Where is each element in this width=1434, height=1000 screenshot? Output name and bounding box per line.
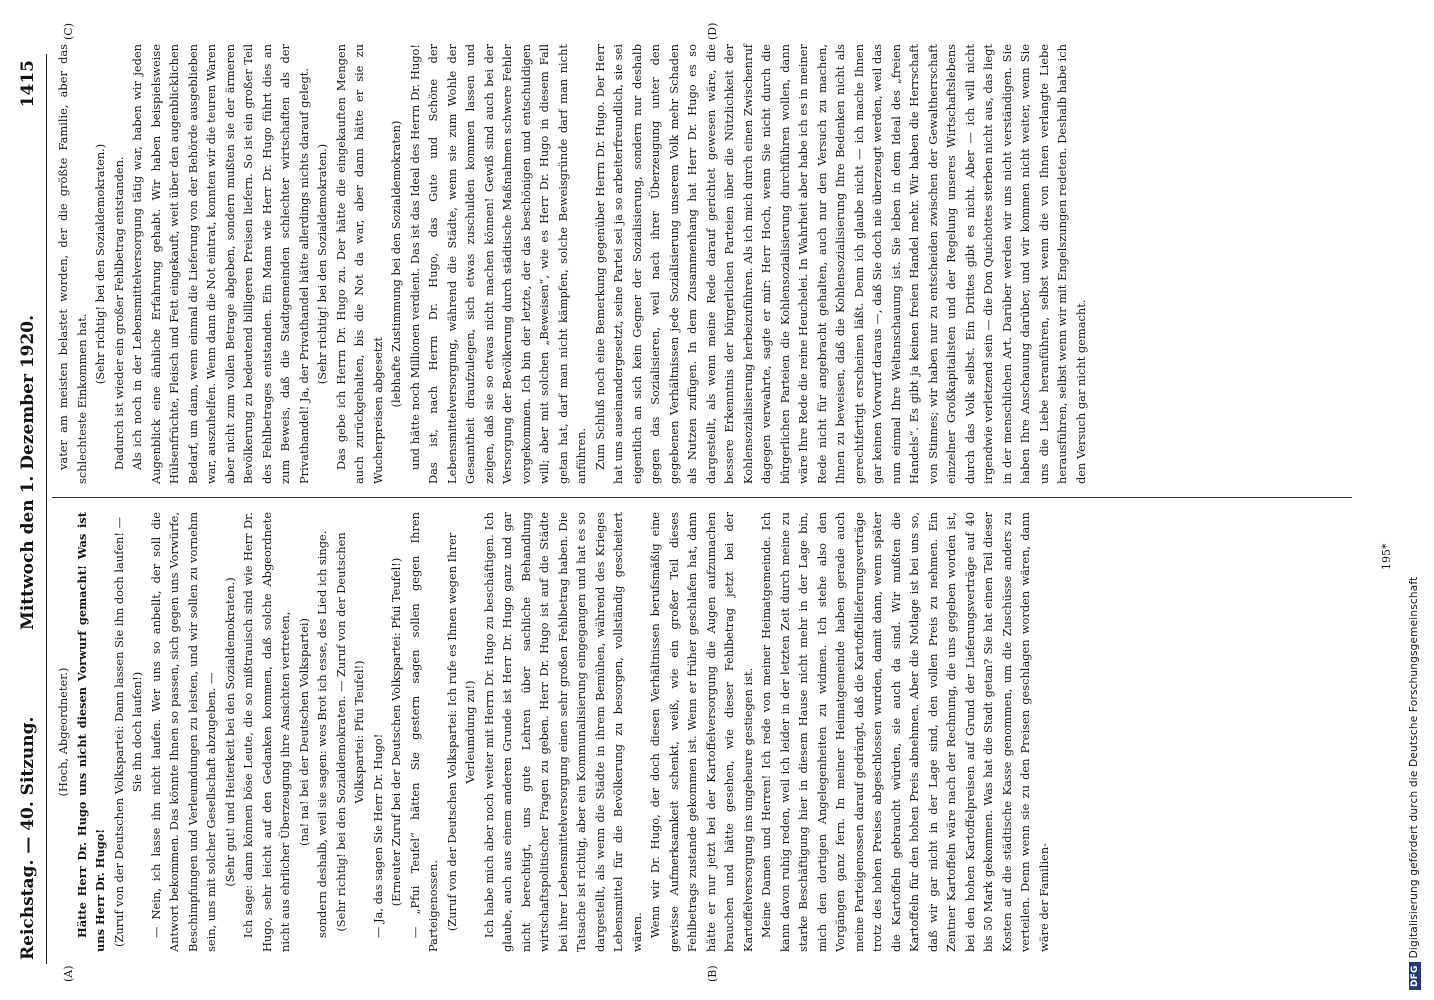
paragraph: vater am meisten belastet worden, der die größte Familie, aber das schlechteste Einkommen hat. xyxy=(56,44,89,484)
margin-mark-d: (D) xyxy=(706,22,719,40)
interjection: (Zuruf von der Deutschen Volkspartei: Dann lassen Sie ihn doch laufen! — Sie ihn doch laufen!) xyxy=(111,517,144,948)
interjection: (Sehr richtig! bei den Sozialdemokraten.) xyxy=(93,143,107,385)
digitization-note: Digitalisierung gefördert durch die Deutsche Forschungsgemeinschaft xyxy=(1408,576,1420,959)
paragraph: sondern deshalb, weil sie sagen: wes Brot ich esse, des Lied ich singe. xyxy=(315,530,329,938)
speaker-line: (Hoch, Abgeordneter.) xyxy=(56,667,70,797)
paragraph: — Ja, das sagen Sie Herr Dr. Hugo! xyxy=(370,733,385,938)
interjection: (Sehr richtig! bei den Sozialdemokraten.) xyxy=(315,143,329,385)
paragraph: und hätte noch Millionen verdient. Das ist das Ideal des Herrn Dr. Hugo! Das ist, nach Herrn Dr. Hugo, das Gute und Schöne der Lebensmittelversorgung, während die Städte, wenn sie zum Wohle der Gesamtheit draufzulegen, sich etwas zuschulden kommen lassen und zeigen, daß sie so etwas nicht machen können! Gewiß sind auch bei der Versorgung der Bevölkerung durch städtische Maßnahmen schwere Fehler vorgekommen. Ich bin der letzte, der das beschönigen und entschuldigen will; aber mit solchen „Beweisen“, wie es Herr Dr. Hugo in diesem Fall getan hat, darf man nicht kämpfen, solche Beweisgründe darf man nicht anführen. xyxy=(407,44,588,484)
header-session: Reichstag. — 40. Sitzung. xyxy=(18,716,38,960)
paragraph: Dadurch ist wieder ein großer Fehlbetrag entstanden. xyxy=(111,156,126,470)
margin-mark-c: (C) xyxy=(62,23,75,40)
paragraph: Wenn wir Dr. Hugo, der doch diesen Verhältnissen berufsmäßig eine gewisse Aufmerksamkeit schenkt, weiß, wie ein großer Teil dieses Fehlbetrags zustande gekommen ist. Wenn er früher geschlafen hat, dann hätte er nur jetzt bei der Kartoffelversorgung die Augen aufzumachen brauchen und hätte gesehen, wie dieser Fehlbetrag jetzt bei der Kartoffelversorgung ins ungeheure gestiegen ist. xyxy=(648,512,755,952)
paragraph: Zum Schluß noch eine Bemerkung gegenüber Herrn Dr. Hugo. Der Herr hat uns auseinandergesetzt, seine Partei sei ja so arbeiterfreundlich, sie sei eigentlich an sich kein Gegner der Sozialisierung, sondern nur deshalb gegen das Sozialisieren, weil nach ihrer Überzeugung unter den gegebenen Verhältnissen jede Sozialisierung unserem Volk mehr Schaden als Nutzen zufügen. In dem Zusammenhang hat Herr Dr. Hugo es so dargestellt, als wenn meine Rede darauf gerichtet gewesen wäre, die bessere Erkenntnis der bürgerlichen Parteien über die Nützlichkeit der Kohlensozialisierung herbeizuführen. Als ich mich durch einen Zwischenruf dagegen verwahrte, sagte er mir: Herr Hoch, wenn Sie nicht durch die bürgerlichen Parteien die Kohlensozialisierung durchführen wollen, dann wäre Ihre Rede die reine Heuchelei. In Wahrheit aber habe ich es in meiner Rede nicht für angebracht gehalten, auch nur den Versuch zu machen, Ihnen zu beweisen, daß die Kohlensozialisierung Ihre Bedenken nicht als gerechtfertigt erscheinen läßt. Denn ich glaube nicht — ich mache Ihnen gar keinen Vorwurf daraus —, daß Sie doch nie überzeugt werden, weil das nun einmal Ihre Weltanschauung ist. Sie leben in dem Ideal des „freien Handels“. Es gibt ja keinen freien Handel mehr. Wir haben die Herrschaft von Stinnes; wir haben nur zu entscheiden zwischen der Gewaltherrschaft einzelner Großkapitalisten und der Regelung unseres Wirtschaftslebens durch das Volk selbst. Ein Drittes gibt es nicht. Aber — ich will nicht irgendwie verletzend sein — die Don Quichottes sterben nicht aus, das liegt in der menschlichen Art. Darüber werden wir uns nicht verständigen. Sie haben Ihre Anschauung darüber, und wir kommen nicht weiter, wenn Sie uns die Liebe heranführen, selbst wenn die von Ihnen verlangte Liebe herausführen, selbst wenn wir mit Engelszungen redeten. Deshalb habe ich den Versuch gar nicht gemacht. xyxy=(592,44,1088,484)
interjection: (Sehr gut! und Heiterkeit bei den Sozialdemokraten.) xyxy=(222,577,237,887)
interjection: (lebhafte Zustimmung bei den Sozialdemokraten) xyxy=(389,120,403,408)
column-divider xyxy=(52,497,1352,498)
margin-mark-a: (A) xyxy=(62,965,75,982)
interjection: (Erneuter Zuruf bei der Deutschen Volkspartei: Pfui Teufel!) xyxy=(389,557,403,907)
paragraph: Ich habe mich aber noch weiter mit Herrn Dr. Hugo zu beschäftigen. Ich glaube, auch aus einem anderen Grunde ist Herr Dr. Hugo ganz und gar nicht berechtigt, uns gute Lehren über sachliche Behandlung wirtschaftspolitischer Fragen zu geben. Herr Dr. Hugo ist auf die Städte bei ihrer Lebensmittelversorgung einen sehr großen Fehlbetrag haben. Die Tatsache ist richtig, aber ein Kommunalisierung eingegangen und hat es so dargestellt, als wenn die Städte in ihrem Bemühen, während des Krieges Lebensmittel für die Bevölkerung zu besorgen, vollständig gescheitert wären. xyxy=(481,512,644,952)
interjection: (Sehr richtig! bei den Sozialdemokraten. — Zuruf von der Deutschen Volkspartei: Pfui Teufel!) xyxy=(333,532,366,932)
dfg-logo-icon: DFG xyxy=(1409,962,1421,990)
margin-mark-b: (B) xyxy=(706,965,719,982)
page-header xyxy=(18,60,40,960)
paragraph: — Nein, ich lasse ihn nicht laufen. Wer uns so anbellt, der soll die Antwort bekommen. Das könnte Ihnen so passen, sich gegen uns Vorwürfe, Beschimpfungen und Verleumdungen zu leisten, und wir sollen zu vornehm sein, uns mit solcher Gesellschaft abzugeben. — xyxy=(148,512,218,952)
header-rule xyxy=(46,54,47,964)
paragraph: — „Pfui Teufel“ hätten Sie gestern sagen sollen gegen Ihren Parteigenossen. xyxy=(407,512,440,952)
paragraph: Hätte Herr Dr. Hugo uns nicht diesen Vorwurf gemacht! Was ist uns Herr Dr. Hugo! xyxy=(74,512,107,952)
paragraph: Als ich noch in der Lebensmittelversorgung tätig war, haben wir jeden Augenblick eine ähnliche Erfahrung gehabt. Wir haben beispielsweise Hülsenfrüchte, Fleisch und Fett eingekauft, weit über den augenblicklichen Bedarf, um dann, wenn einmal die Lieferung von der Behörde ausgeblieben war, auszuhelfen. Wenn dann die Not eintrat, konnten wir die teuren Waren aber nicht zum vollen Betrage abgeben, sondern mußten sie der ärmeren Bevölkerung zu bedeutend billigeren Preisen liefern. So ist ein großer Teil des Fehlbetrages entstanden. Ein Mann wie Herr Dr. Hugo führt dies an zum Beweis, daß die Stadtgemeinden schlechter wirtschaften als der Privathandel! Ja, der Privathandel hätte allerdings nichts darauf gelegt. xyxy=(130,44,311,484)
sheet-signature: 195* xyxy=(1380,543,1393,570)
header-page-number: 1415 xyxy=(18,60,38,108)
paragraph: Ich sage: dann können böse Leute, die so mißtrauisch sind wie Herr Dr. Hugo, sehr leicht auf den Gedanken kommen, daß solche Abgeordnete nicht aus ehrlicher Überzeugung ihre Ansichten vertreten, xyxy=(241,512,292,952)
interjection: (Zuruf von der Deutschen Volkspartei: Ich rufe es Ihnen wegen Ihrer Verleumdung zu!) xyxy=(444,532,477,932)
header-date: Mittwoch den 1. Dezember 1920. xyxy=(18,314,38,630)
paragraph: Das gebe ich Herrn Dr. Hugo zu. Der hätte die eingekauften Mengen auch zurückgehalten, bis die Not da war, aber dann hätte er sie zu Wucherpreisen abgesetzt xyxy=(333,44,385,484)
left-text-column xyxy=(54,512,1053,952)
interjection: (na! na! bei der Deutschen Volkspartei) xyxy=(296,618,311,846)
right-text-column xyxy=(54,44,1090,484)
digitization-credit xyxy=(1408,10,1421,990)
paragraph: Meine Damen und Herren! Ich rede von meiner Heimatgemeinde. Ich kann davon ruhig reden, weil ich leider in der letzten Zeit durch meine zu starke Beschäftigung hier in diesem Hause nicht mehr in der Lage bin, mich den dortigen Angelegenheiten zu widmen. Ich stehe also den Vorgängen ganz fern. In meiner Heimatgemeinde haben gerade auch meine Parteigenossen darauf gedrängt, daß die Kartoffellieferungsverträge trotz des hohen Preises abgeschlossen wurden, damit dann, wenn später die Kartoffeln gebraucht würden, sie auch da sind. Wir mußten die Kartoffeln für den hohen Preis abnehmen. Aber die Notlage ist bei uns so, daß wir gar nicht in der Lage sind, den vollen Preis zu nehmen. Ein Zentner Kartoffeln wäre nach der Rechnung, die uns gegeben worden ist, bei den hohen Kartoffelpreisen auf Grund der Lieferungsverträge auf 40 bis 50 Mark gekommen. Was hat die Stadt getan? Sie hat einen Teil dieser Kosten auf die städtische Kasse genommen, um die Zuschüsse anders zu verteilen. Denn wenn sie zu den Preisen geschlagen worden wären, dann wäre der Familien- xyxy=(759,512,1051,952)
